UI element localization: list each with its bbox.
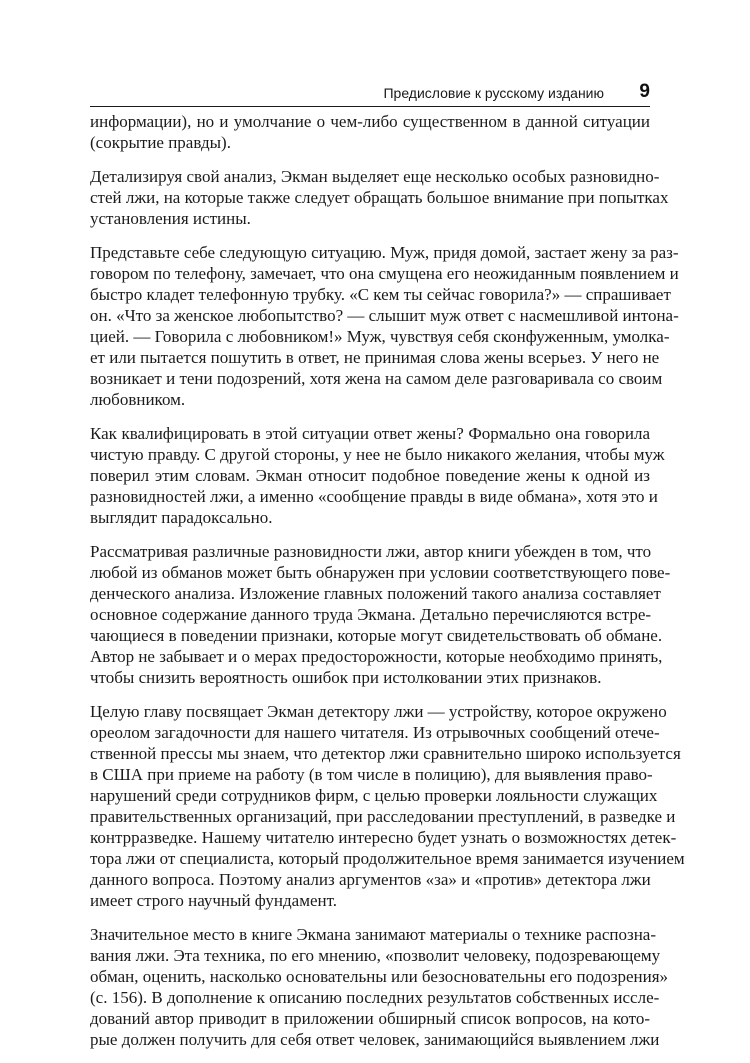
text-line: контрразведке. Нашему читателю интересно будет узнать о возможностях детек-	[90, 828, 677, 847]
text-line: Детализируя свой анализ, Экман выделяет еще несколько особых разновидно-	[90, 167, 660, 186]
text-line: рые должен получить для себя ответ человек, занимающийся выявлением лжи	[90, 1030, 660, 1049]
text-line: в США при приеме на работу (в том числе в полицию), для выявления право-	[90, 765, 653, 784]
page-number: 9	[639, 81, 650, 102]
text-line: выглядит парадоксально.	[90, 508, 273, 527]
paragraph-2	[90, 166, 669, 229]
header-rule	[90, 106, 650, 107]
text-line: поверил этим словам. Экман относит подобное поведение жены к одной из	[90, 466, 650, 485]
text-line: информации), но и умолчание о чем-либо существенном в данной ситуации	[90, 112, 650, 131]
text-line: цией. — Говорила с любовником!» Муж, чувствуя себя сконфуженным, умолка-	[90, 327, 670, 346]
text-line: возникает и тени подозрений, хотя жена на самом деле разговаривала со своим	[90, 369, 663, 388]
running-header-title: Предисловие к русскому изданию	[383, 85, 604, 101]
text-line: любовником.	[90, 390, 186, 409]
text-line: он. «Что за женское любопытство? — слышит муж ответ с насмешливой интона-	[90, 306, 679, 325]
paragraph-7	[90, 924, 669, 1050]
text-line: тора лжи от специалиста, который продолжительное время занимается изучением	[90, 849, 685, 868]
text-line: дований автор приводит в приложении обширный список вопросов, на кото-	[90, 1009, 650, 1028]
text-line: (сокрытие правды).	[90, 133, 231, 152]
text-line: установления истины.	[90, 209, 251, 228]
text-line: денческого анализа. Изложение главных положений такого анализа составляет	[90, 584, 661, 603]
text-line: чистую правду. С другой стороны, у нее не было никакого желания, чтобы муж	[90, 445, 665, 464]
text-line: ет или пытается пошутить в ответ, не принимая слова жены всерьез. У него не	[90, 348, 660, 367]
text-line: чающиеся в поведении признаки, которые могут свидетельствовать об обмане.	[90, 626, 663, 645]
text-line: Как квалифицировать в этой ситуации ответ жены? Формально она говорила	[90, 424, 650, 443]
text-line: разновидностей лжи, а именно «сообщение правды в виде обмана», хотя это и	[90, 487, 658, 506]
paragraph-5	[90, 541, 671, 688]
text-line: чтобы снизить вероятность ошибок при истолковании этих признаков.	[90, 668, 602, 687]
text-line: основное содержание данного труда Экмана. Детально перечисляются встре-	[90, 605, 652, 624]
body-text	[90, 111, 685, 1063]
text-line: (с. 156). В дополнение к описанию последних результатов собственных иссле-	[90, 988, 660, 1007]
text-line: Значительное место в книге Экмана занимают материалы о технике распозна-	[90, 925, 657, 944]
paragraph-4	[90, 423, 665, 528]
text-line: ственной прессы мы знаем, что детектор лжи сравнительно широко используется	[90, 744, 681, 763]
paragraph-6	[90, 701, 685, 911]
paragraph-1	[90, 111, 650, 153]
running-header	[90, 81, 650, 108]
text-line: Целую главу посвящает Экман детектору лжи — устройству, которое окружено	[90, 702, 667, 721]
text-line: любой из обманов может быть обнаружен при условии соответствующего пове-	[90, 563, 671, 582]
text-line: говором по телефону, замечает, что она смущена его неожиданным появлением и	[90, 264, 679, 283]
text-line: Автор не забывает и о мерах предосторожности, которые необходимо принять,	[90, 647, 663, 666]
text-line: данного вопроса. Поэтому анализ аргументов «за» и «против» детектора лжи	[90, 870, 651, 889]
text-line: имеет строго научный фундамент.	[90, 891, 337, 910]
text-line: Представьте себе следующую ситуацию. Муж, придя домой, застает жену за раз-	[90, 243, 679, 262]
text-line: правительственных организаций, при расследовании преступлений, в разведке и	[90, 807, 676, 826]
text-line: нарушений среди сотрудников фирм, с целью проверки лояльности служащих	[90, 786, 658, 805]
text-line: быстро кладет телефонную трубку. «С кем ты сейчас говорила?» — спрашивает	[90, 285, 671, 304]
paragraph-3	[90, 242, 679, 410]
text-line: ореолом загадочности для нашего читателя. Из отрывочных сообщений отече-	[90, 723, 660, 742]
text-line: обман, оценить, насколько основательны или безосновательны его подозрения»	[90, 967, 669, 986]
text-line: вания лжи. Эта техника, по его мнению, «позволит человеку, подозревающему	[90, 946, 661, 965]
text-line: Рассматривая различные разновидности лжи, автор книги убежден в том, что	[90, 542, 652, 561]
text-line: стей лжи, на которые также следует обращать большое внимание при попытках	[90, 188, 669, 207]
